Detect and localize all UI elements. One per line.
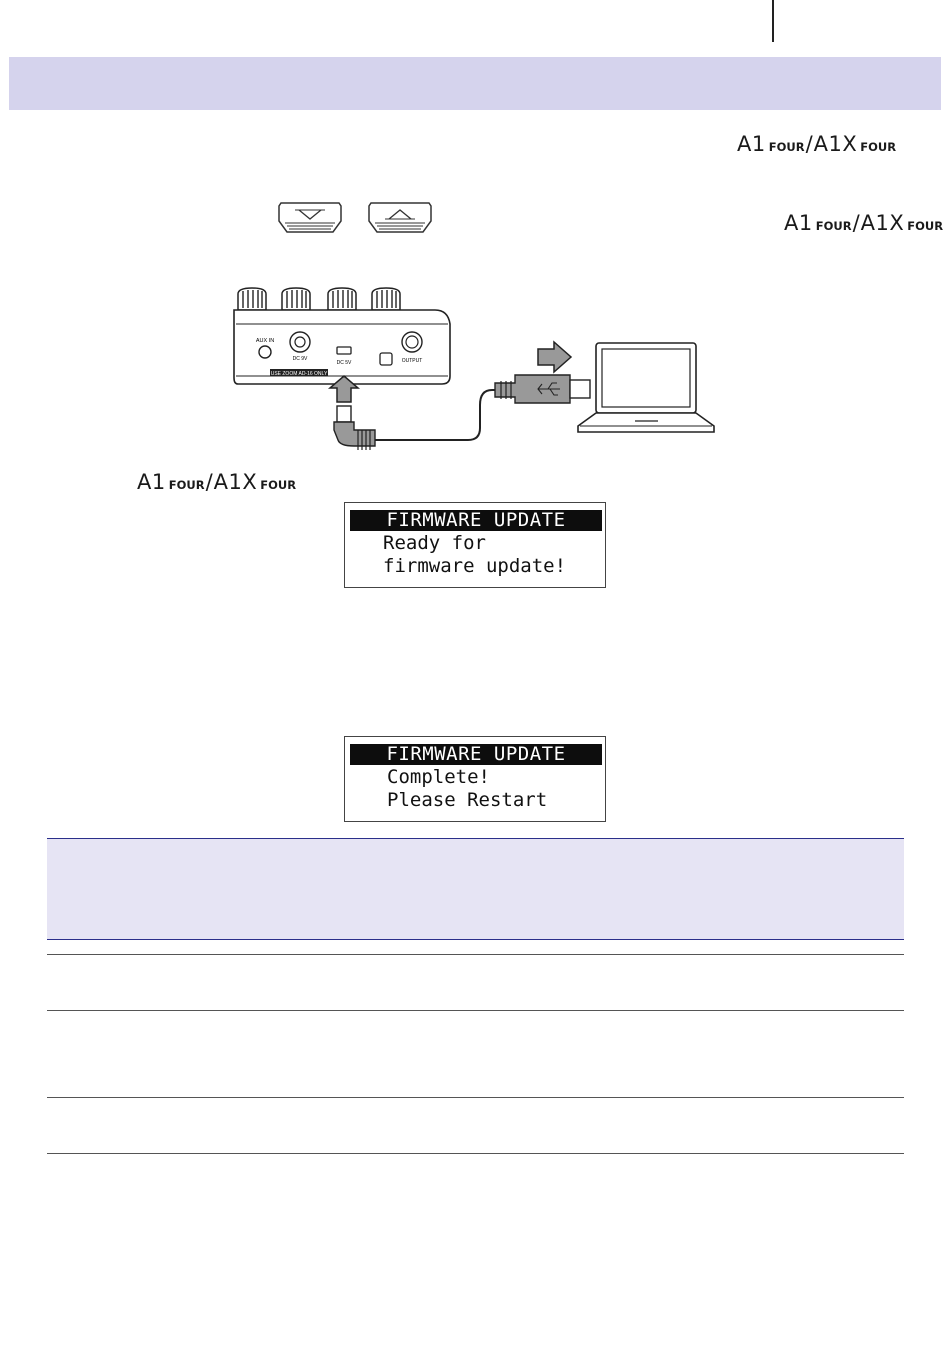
table-rule-3 — [47, 1097, 904, 1098]
lcd-header: FIRMWARE UPDATE — [350, 744, 602, 765]
note-box — [47, 838, 904, 940]
lcd-screen-complete — [344, 736, 606, 822]
lock-slot-icon — [380, 353, 392, 365]
lcd-screen-ready — [344, 502, 606, 588]
lcd-line-2: firmware update! — [383, 555, 567, 577]
model-mark-1: A1 FOUR / A1X FOUR — [737, 132, 897, 156]
laptop-base — [578, 413, 714, 432]
aux-in-label: AUX IN — [255, 338, 275, 344]
usb-cable — [375, 390, 495, 440]
micro-usb-plug — [334, 422, 375, 446]
up-footswitch-icon — [367, 201, 433, 235]
lcd-line-1: Ready for — [383, 532, 486, 554]
table-rule-1 — [47, 954, 904, 955]
arrow-right-icon — [538, 342, 571, 372]
lcd-line-2: Please Restart — [387, 789, 548, 811]
section-title-band — [9, 57, 941, 110]
down-footswitch-icon — [277, 201, 343, 235]
usb-port — [337, 347, 351, 354]
page-marker-line — [772, 0, 774, 42]
adapter-note: USE ZOOM AD-16 ONLY — [270, 371, 328, 377]
lcd-line-1: Complete! — [387, 766, 490, 788]
model-mark-2: A1 FOUR / A1X FOUR — [784, 211, 944, 235]
usb-connection-illustration — [230, 280, 720, 460]
dc9v-label: DC 9V — [292, 356, 308, 362]
output-label: OUTPUT — [401, 358, 423, 364]
table-rule-2 — [47, 1010, 904, 1011]
aux-in-jack — [259, 346, 271, 358]
dc5v-label: DC 5V — [336, 360, 352, 366]
model-mark-3: A1 FOUR / A1X FOUR — [137, 470, 297, 494]
table-rule-4 — [47, 1153, 904, 1154]
lcd-header: FIRMWARE UPDATE — [350, 510, 602, 531]
